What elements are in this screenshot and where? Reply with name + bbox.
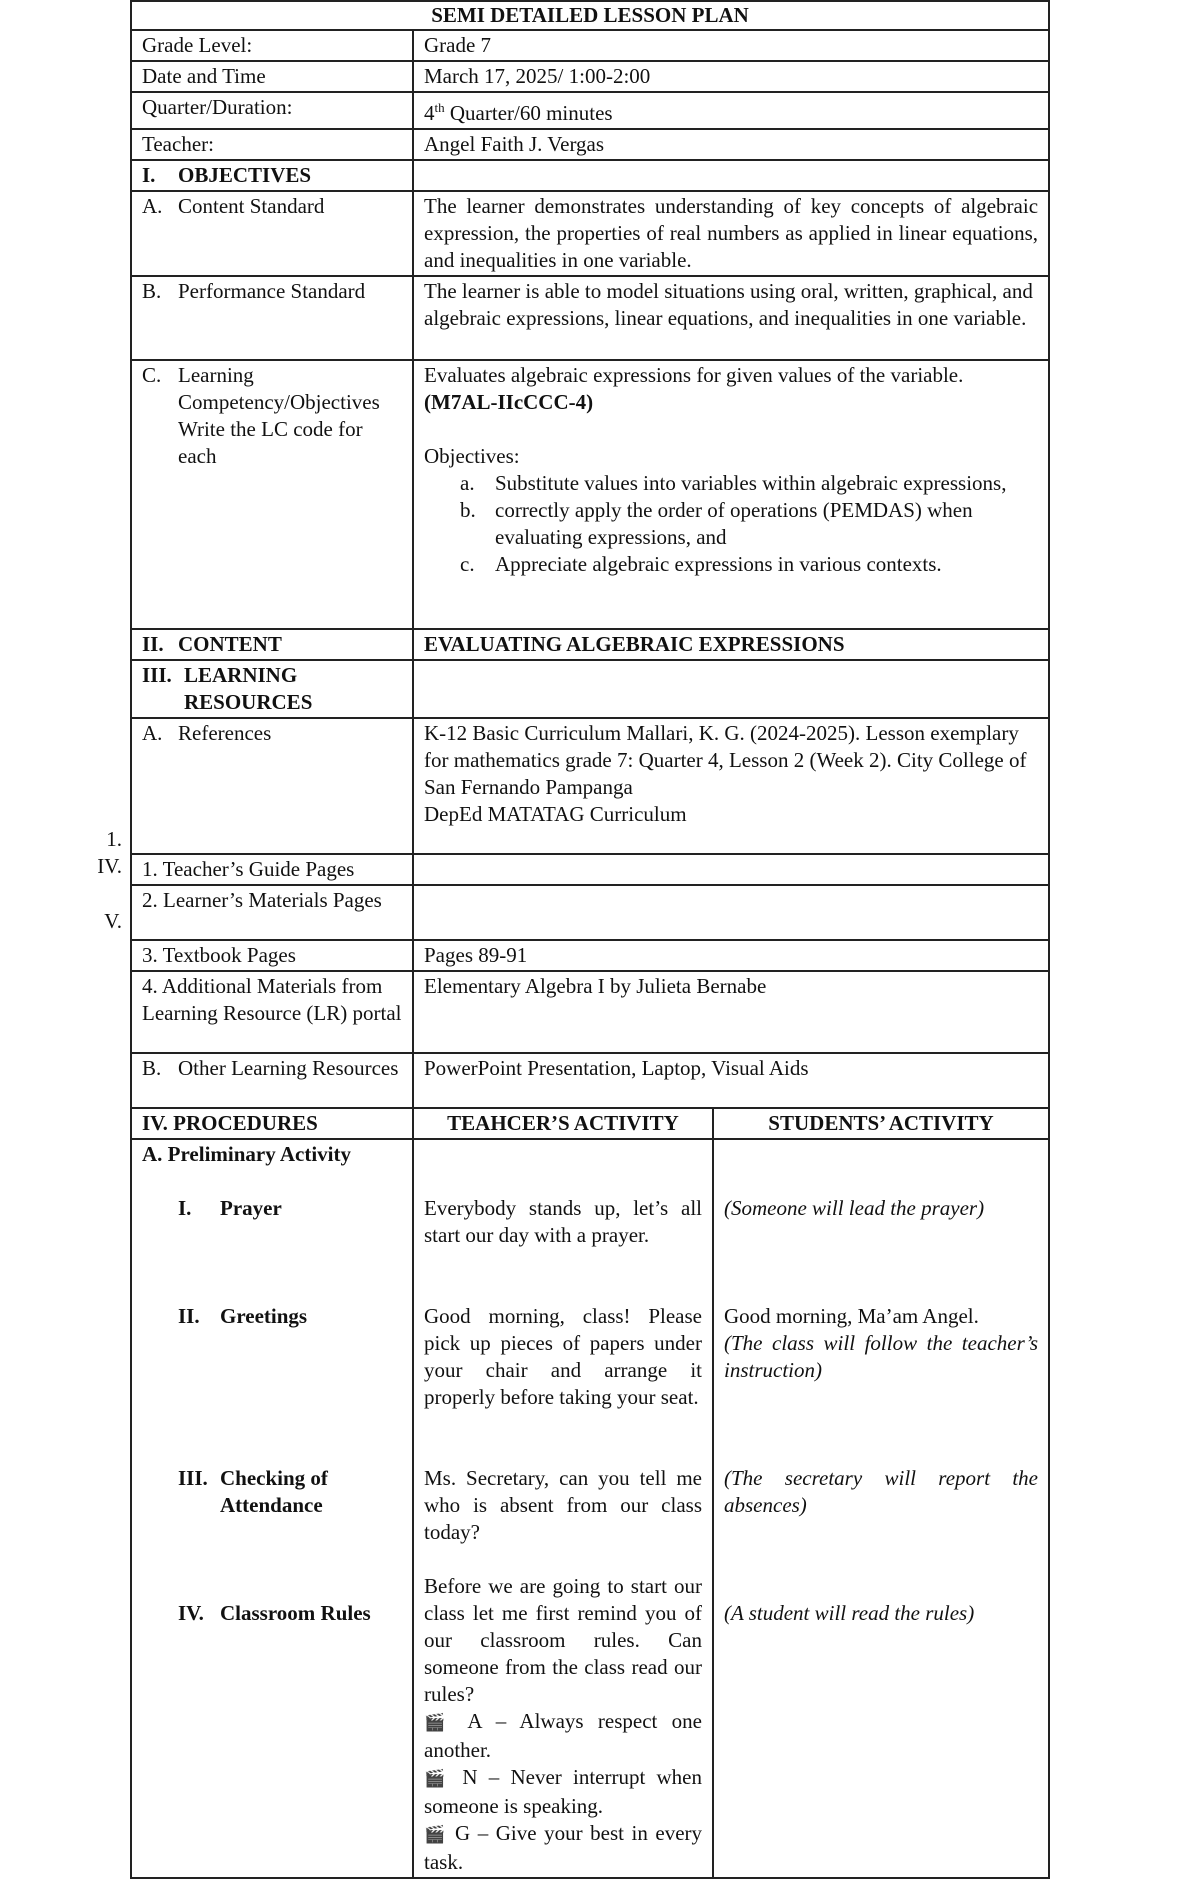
content-standard-label: A. Content Standard xyxy=(131,191,413,276)
prayer-student-text: (Someone will lead the prayer) xyxy=(724,1196,985,1220)
performance-standard-label: B. Performance Standard xyxy=(131,276,413,360)
references-text: K-12 Basic Curriculum Mallari, K. G. (2024-2025). Lesson exemplary for mathematics grade 7: Quarter 4, Lesson 2 (Week 2). City College of San Fernando Pampanga DepEd MATATAG Curriculum xyxy=(413,718,1049,854)
other-resources-label: B. Other Learning Resources xyxy=(131,1053,413,1108)
student-activity-header: STUDENTS’ ACTIVITY xyxy=(713,1108,1049,1139)
clapperboard-icon: 🎬 xyxy=(424,1713,455,1733)
preliminary-activity-label: A. Preliminary Activity xyxy=(142,1142,351,1166)
attendance-label: III. Checking of Attendance xyxy=(178,1466,328,1517)
quarter-duration-label: Quarter/Duration: xyxy=(131,92,413,129)
references-label: A. References xyxy=(131,718,413,854)
additional-materials-value: Elementary Algebra I by Julieta Bernabe xyxy=(413,971,1049,1053)
other-resources-value: PowerPoint Presentation, Laptop, Visual Aids xyxy=(413,1053,1049,1108)
textbook-pages-label: 3. Textbook Pages xyxy=(131,940,413,971)
teacher-activity-cell xyxy=(413,1139,713,1878)
greetings-label: II. Greetings xyxy=(178,1304,308,1328)
prayer-label: I. Prayer xyxy=(178,1196,282,1220)
attendance-teacher-text: Ms. Secretary, can you tell me who is absent from our class today? xyxy=(424,1466,702,1544)
competency-text: Evaluates algebraic expressions for given values of the variable. xyxy=(424,363,964,387)
procedures-heading: IV. PROCEDURES xyxy=(131,1108,413,1139)
greetings-student-block xyxy=(724,1303,1038,1465)
margin-number-3: V. xyxy=(104,909,122,933)
date-time-label: Date and Time xyxy=(131,61,413,92)
teacher-activity-header: TEAHCER’S ACTIVITY xyxy=(413,1108,713,1139)
objectives-list xyxy=(424,470,1038,578)
margin-number-2: IV. xyxy=(97,854,122,878)
greetings-student-text: Good morning, Ma’am Angel. xyxy=(724,1304,979,1328)
quarter-duration-value: 4th Quarter/60 minutes xyxy=(413,92,1049,129)
learning-resources-heading: III. LEARNING RESOURCES xyxy=(131,660,413,718)
competency-label: C. Learning Competency/Objectives Write the LC code for each xyxy=(131,360,413,629)
rules-teacher-text: Before we are going to start our class let me first remind you of our classroom rules. Can someone from the class read our rules? xyxy=(424,1574,702,1706)
lesson-plan-document xyxy=(130,0,1048,1874)
learners-materials-label: 2. Learner’s Materials Pages xyxy=(131,885,413,940)
clapperboard-icon: 🎬 xyxy=(424,1769,452,1789)
grade-level-label: Grade Level: xyxy=(131,30,413,61)
list-item: a. Substitute values into variables within algebraic expressions, xyxy=(460,471,1007,495)
competency-cell xyxy=(413,360,1049,629)
margin-number-1: 1. xyxy=(106,827,122,851)
list-item: b. correctly apply the order of operations (PEMDAS) when evaluating expressions, and xyxy=(460,498,973,549)
objectives-label: Objectives: xyxy=(424,444,520,468)
teachers-guide-label: 1. Teacher’s Guide Pages xyxy=(131,854,413,885)
rule-item: 🎬 N – Never interrupt when someone is speaking. xyxy=(424,1765,702,1818)
lesson-plan-table xyxy=(130,0,1050,1879)
content-standard-text: The learner demonstrates understanding of key concepts of algebraic expression, the properties of real numbers as applied in linear equations, and inequalities in one variable. xyxy=(413,191,1049,276)
prayer-teacher-text: Everybody stands up, let’s all start our day with a prayer. xyxy=(424,1196,702,1247)
date-time-value: March 17, 2025/ 1:00-2:00 xyxy=(413,61,1049,92)
additional-materials-label: 4. Additional Materials from Learning Resource (LR) portal xyxy=(131,971,413,1053)
teacher-label: Teacher: xyxy=(131,129,413,160)
procedures-labels-cell xyxy=(131,1139,413,1878)
performance-standard-text: The learner is able to model situations using oral, written, graphical, and algebraic expressions, linear equations, and inequalities in one variable. xyxy=(413,276,1049,360)
attendance-student-text: (The secretary will report the absences) xyxy=(724,1466,1039,1517)
classroom-rules-label: IV. Classroom Rules xyxy=(178,1601,371,1625)
rule-item: 🎬 G – Give your best in every task. xyxy=(424,1821,703,1874)
greetings-teacher-text: Good morning, class! Please pick up pieces of papers under your chair and arrange it properly before taking your seat. xyxy=(424,1304,702,1409)
page-title: SEMI DETAILED LESSON PLAN xyxy=(131,1,1049,30)
content-value: EVALUATING ALGEBRAIC EXPRESSIONS xyxy=(413,629,1049,660)
content-heading: II. CONTENT xyxy=(131,629,413,660)
grade-level-value: Grade 7 xyxy=(413,30,1049,61)
rules-student-text: (A student will read the rules) xyxy=(724,1601,975,1625)
clapperboard-icon: 🎬 xyxy=(424,1825,448,1845)
list-item: c. Appreciate algebraic expressions in various contexts. xyxy=(460,552,942,576)
student-activity-cell xyxy=(713,1139,1049,1878)
rule-item: 🎬 A – Always respect one another. xyxy=(424,1709,703,1762)
textbook-pages-value: Pages 89-91 xyxy=(413,940,1049,971)
greetings-student-note: (The class will follow the teacher’s instruction) xyxy=(724,1331,1039,1382)
teacher-value: Angel Faith J. Vergas xyxy=(413,129,1049,160)
objectives-heading: I. OBJECTIVES xyxy=(131,160,413,191)
lc-code: (M7AL-IIcCCC-4) xyxy=(424,390,594,414)
